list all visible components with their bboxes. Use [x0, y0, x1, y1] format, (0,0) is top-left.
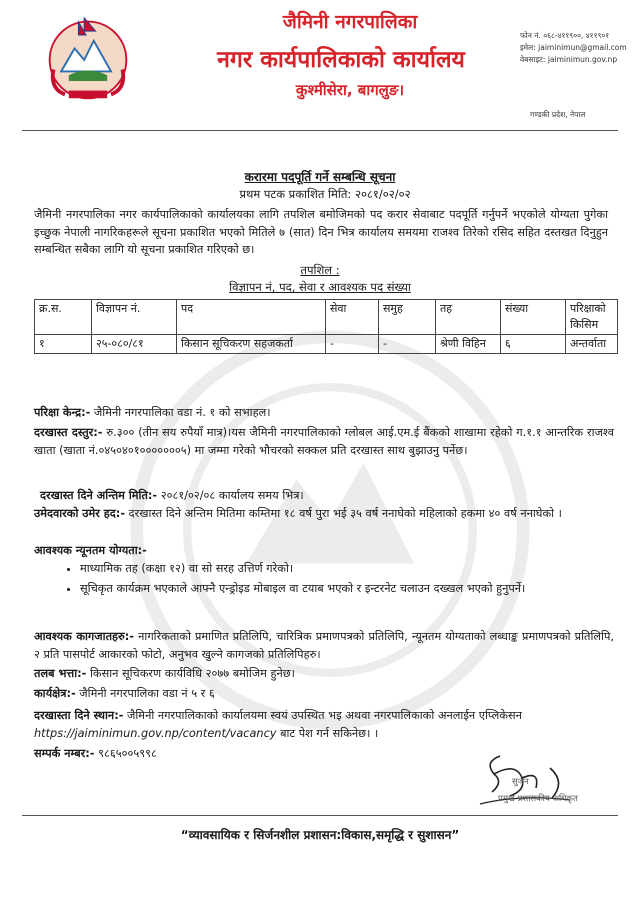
nepal-emblem-icon: [40, 12, 136, 104]
table-header-cell: परिक्षाको किसिम: [566, 300, 618, 335]
documents-label: आवश्यक कागजातहरु:-: [34, 630, 134, 643]
age-value: दरखास्त दिने अन्तिम मितिमा कम्तिमा १८ वर्ष पुरा भई ३५ वर्ष ननाघेको महिलाको हकमा ४० वर्ष ननाघेको ।: [128, 507, 562, 520]
footer-divider: [22, 815, 618, 816]
table-cell: -: [326, 335, 379, 354]
table-row: [35, 335, 618, 354]
office-name: नगर कार्यपालिकाको कार्यालय: [217, 47, 465, 73]
table-cell: अन्तर्वाता: [566, 335, 618, 354]
phone-text: फोन नं. ०६८-४११९००, ४११९०१: [520, 31, 610, 40]
age-limit: [34, 505, 614, 523]
table-header-cell: पद: [177, 300, 326, 335]
table-cell: श्रेणी विहिन: [436, 335, 501, 354]
work-area-value: जैमिनी नगरपालिका वडा नं ५ र ६: [79, 687, 215, 700]
intro-paragraph: जैमिनी नगरपालिका नगर कार्यपालिकाको कार्यालयका लागि तपशिल बमोजिमको पद करार सेवाबाट पदपूर्ति गर्नुपर्ने भएकोले योग्यता पुगेका इच्छुक नेपाली नागरिकहरूले सूचना प्रकाशित भएको मितिले ७ (सात) दिन भित्र कार्यालय समयमा राजश्व तिरेको रसिद सहित दस्तखत दिनुहुन सम्बन्धित सबैका लागि यो सूचना प्रकाशित गरिएको छ।: [34, 208, 608, 256]
table-header-cell: समुह: [379, 300, 436, 335]
table-cell: ६: [501, 335, 566, 354]
table-cell: १: [35, 335, 92, 354]
deadline: [40, 487, 620, 505]
documents-value: नागरिकताको प्रमाणित प्रतिलिपि, चारित्रिक प्रमाणपत्रको प्रतिलिपि, न्यूनतम योग्यताको लब्धाङ्क प्रमाणपत्रको प्रतिलिपि, २ प्रति पासपोर्ट आकारको फोटो, अनुभव खुल्ने कागजको प्रतिलिपिहरु।: [34, 630, 614, 661]
notice-title: करारमा पदपूर्ति गर्ने सम्बन्धि सूचना: [244, 170, 396, 184]
salary-label: तलब भत्ता:-: [34, 667, 87, 680]
work-area-label: कार्यक्षेत्र:-: [34, 687, 76, 700]
table-header-row: [35, 300, 618, 335]
place-value: जैमिनी नगरपालिकाको कार्यालयमा स्वयं उपस्थित भइ अथवा नगरपालिकाको अनलाईन एप्लिकेसन: [127, 709, 522, 722]
municipality-name: जैमिनी नगरपालिका: [282, 11, 418, 33]
qualification-heading: [34, 542, 614, 560]
vacancy-url-link[interactable]: https://jaiminimun.gov.np/content/vacancy: [34, 726, 277, 740]
vacancy-table: [34, 299, 618, 354]
application-fee: [34, 424, 614, 459]
table-header-cell: सेवा: [326, 300, 379, 335]
header-divider: [22, 130, 618, 131]
exam-center-value: जैमिनी नगरपालिका वडा नं. १ को सभाहल।: [93, 406, 271, 419]
table-header-cell: तह: [436, 300, 501, 335]
website-text: वेबसाइट: jaiminimun.gov.np: [520, 55, 618, 64]
salary-value: किसान सूचिकरण कार्यविधि २०७७ बमोजिम हुनेछ।: [89, 667, 295, 680]
signatory-title: प्रमुख प्रशासकीय अधिकृत: [498, 794, 578, 804]
province-text: गण्डकी प्रदेश, नेपाल: [530, 110, 586, 119]
fee-label: दरखास्त दस्तुर:-: [34, 426, 103, 439]
qualification-label: आवश्यक न्यूनतम योग्यता:-: [34, 544, 147, 557]
contact-value: ९८६५००५९९८: [98, 747, 157, 760]
salary: [34, 665, 614, 683]
table-header-cell: संख्या: [501, 300, 566, 335]
published-date: प्रथम पटक प्रकाशित मिति: २०८१/०२/०२: [239, 187, 411, 201]
table-cell: २५-०८०/८१: [92, 335, 177, 354]
exam-center: [34, 404, 614, 422]
place-label: दरखास्ता दिने स्थान:-: [34, 709, 124, 722]
table-caption: विज्ञापन नं, पद, सेवा र आवश्यक पद संख्या: [229, 280, 411, 294]
table-header-cell: विज्ञापन नं.: [92, 300, 177, 335]
list-item: • सूचिकृत कार्यक्रम भएकाले आफ्नै एन्ड्रोइड मोबाइल वा टयाब भएको र इन्टरनेट चलाउन दख्खल भएको हुनुपर्ने।: [80, 580, 640, 597]
age-label: उमेदवारको उमेर हद:-: [34, 507, 126, 520]
url-suffix: बाट पेश गर्न सकिनेछ। ।: [280, 726, 379, 740]
deadline-value: २०८१/०२/०८ कार्यालय समय भित्र।: [160, 489, 304, 502]
signatory-name: सुजन: [512, 777, 529, 787]
qualification-list: [34, 560, 640, 600]
schedule-label: तपशिल :: [300, 263, 340, 277]
table-header-cell: क्र.स.: [35, 300, 92, 335]
office-address: कुश्मीसेरा, बागलुङ।: [295, 81, 405, 99]
list-item: • माध्यामिक तह (कक्षा १२) वा सो सरह उत्तिर्ण गरेको।: [80, 560, 640, 577]
work-area: [34, 685, 614, 703]
application-place: [34, 707, 614, 742]
contact-label: सम्पर्क नम्बर:-: [34, 747, 95, 760]
exam-center-label: परिक्षा केन्द्र:-: [34, 406, 91, 419]
contact-block: [520, 30, 627, 66]
table-cell: किसान सूचिकरण सहजकर्ता: [177, 335, 326, 354]
table-cell: -: [379, 335, 436, 354]
required-documents: [34, 628, 614, 663]
footer-motto: “व्यावसायिक र सिर्जनशील प्रशासन:विकास,समृद्धि र सुशासन”: [180, 828, 460, 842]
deadline-label: दरखास्त दिने अन्तिम मिति:-: [40, 489, 158, 502]
email-text: इमेल: jaiminimun@gmail.com: [520, 43, 627, 52]
fee-value: रु.३०० (तीन सय रुपैयाँ मात्र)।यस जैमिनी नगरपालिकाको ग्लोबल आई.एम.ई बैंकको शाखामा रहेको ग.१.१ आन्तरिक राजश्व खाता (खाता नं.०४५०४०१०००००००५) मा जम्मा गरेको भौचरको सक्कल प्रति दरखास्त साथ बुझाउनु पर्नेछ।: [34, 426, 614, 457]
